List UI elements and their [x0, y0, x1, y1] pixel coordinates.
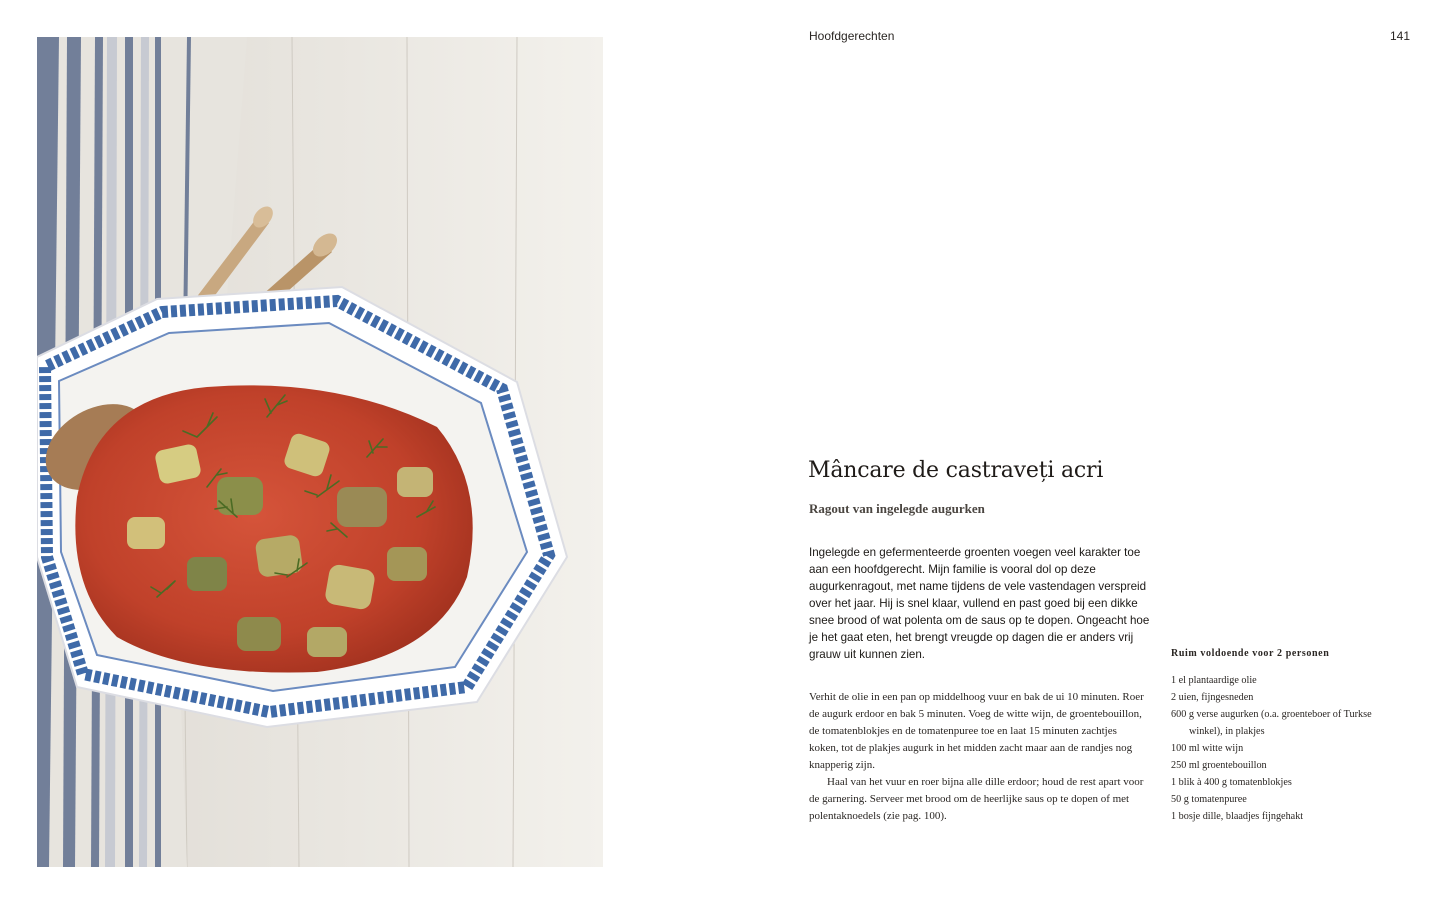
ingredient-item: 600 g verse augurken (o.a. groenteboer of Turkse winkel), in plakjes — [1171, 709, 1372, 737]
ingredient-item: 50 g tomatenpuree — [1171, 794, 1247, 805]
ingredient-item: 1 bosje dille, blaadjes fijngehakt — [1171, 811, 1304, 822]
ingredient-item: 2 uien, fijngesneden — [1171, 692, 1254, 703]
recipe-title: Mâncare de castraveți acri — [808, 458, 1104, 483]
recipe-subtitle: Ragout van ingelegde augurken — [809, 501, 985, 516]
recipe-intro: Ingelegde en gefermenteerde groenten voegen veel karakter toe aan een hoofdgerecht. Mijn familie is vooral dol op deze augurkenragout, met name tijdens de vele vastendagen verspreid over het jaar. Hij is snel klaar, vullend en past goed bij een dikke snee brood of wat polenta om de saus op te dopen. Ongeacht hoe je het gaat eten, het brengt vreugde op dagen die er anders vrij grauw uit kunnen zien. — [809, 546, 1150, 661]
ingredient-item: 1 blik à 400 g tomatenblokjes — [1171, 777, 1292, 788]
ingredient-item: 1 el plantaardige olie — [1171, 675, 1257, 686]
method-paragraph: Verhit de olie in een pan op middelhoog vuur en bak de ui 10 minuten. Roer de augurk erdoor en bak 5 minuten. Voeg de witte wijn, de groentebouillon, de tomatenblokjes en de tomatenpuree toe en laat 15 minuten zachtjes koken, tot de plakjes augurk in het midden zacht maar aan de randjes nog knapperig zijn. — [809, 691, 1144, 771]
recipe-photo — [37, 37, 603, 867]
ingredient-item: 250 ml groentebouillon — [1171, 760, 1267, 771]
page-number: 141 — [1389, 29, 1410, 43]
method-paragraph: Haal van het vuur en roer bijna alle dille erdoor; houd de rest apart voor de garnering. Serveer met brood om de heerlijke saus op te dopen of met polentaknoedels (zie pag. 100). — [809, 776, 1144, 822]
stew-photo-illustration — [37, 37, 603, 867]
ingredient-item: 100 ml witte wijn — [1171, 743, 1244, 754]
running-head: Hoofdgerechten — [809, 29, 895, 43]
ingredient-list — [1171, 672, 1401, 825]
servings-label: Ruim voldoende voor 2 personen — [1171, 648, 1330, 659]
recipe-method — [809, 689, 1144, 825]
